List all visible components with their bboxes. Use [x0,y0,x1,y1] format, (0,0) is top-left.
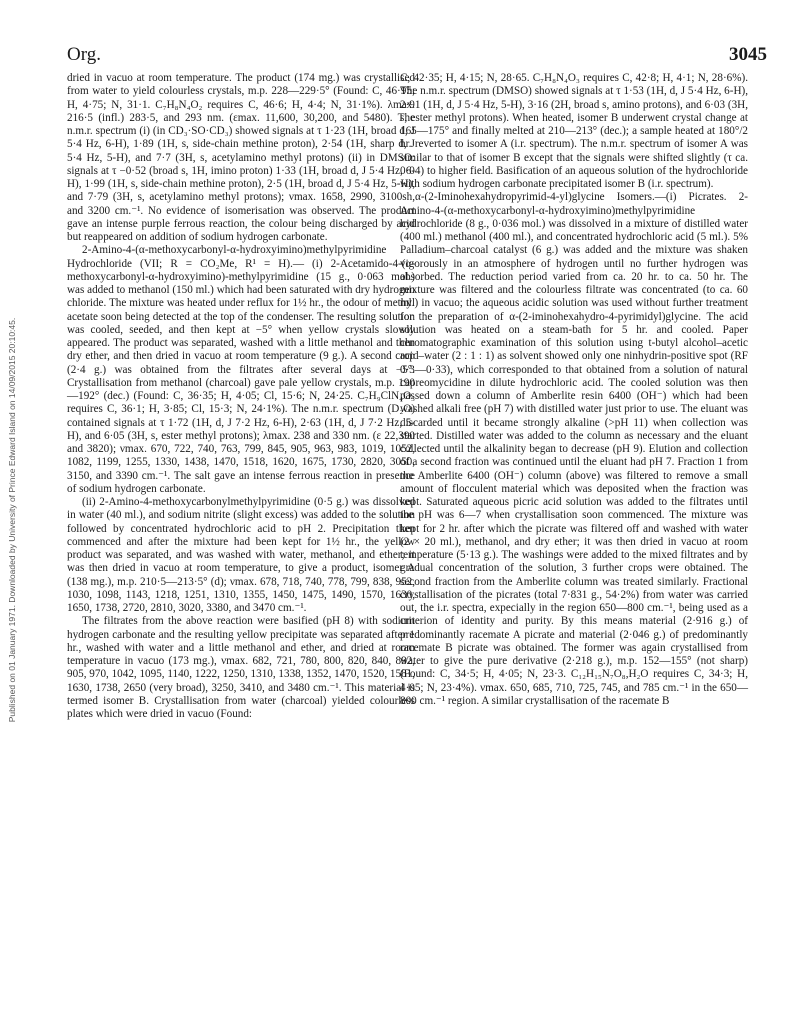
download-notice-text: Published on 01 January 1971. Downloaded by University of Prince Edward Island on 14/09/2015 20:10:45. [7,317,17,723]
paragraph: dried in vacuo at room temperature. The product (174 mg.) was crystallised from water to yield colourless crystals, m.p. 228—229·5° (Found: C, 46·95; H, 4·75; N, 31·1. C₇H₈N₄O₂ requires C, 46·6; H, 4·4; N, 31·1%). λmax. 216·5 (infl.) 283·5, and 293 nm. (εmax. 11,600, 30,200, and 5480). The n.m.r. spectrum (i) (in CD₃·SO·CD₃) showed signals at τ 1·23 (1H, broad d, J 5·4 Hz, 6-H), 1·89 (1H, s, side-chain methine proton), 2·54 (1H, sharp d, J 5·4 Hz, 5-H), and 7·7 (3H, s, acetylamino methyl protons) (ii) in DMSO: signals at τ −0·52 (broad s, 1H, imino proton) 1·33 (1H, broad d, J 5·4 Hz, 6-H), 1·99 (1H, s, side-chain methine proton), 2·5 (1H, broad d, J 5·4 Hz, 5-H), and 7·79 (3H, s, acetylamino methyl protons); νmax. 1658, 2990, 3100sh, and 3200 cm.⁻¹. No evidence of isomerisation was observed. The product gave an intense purple ferrous reaction, the colour being discharged by acid but reappeared on addition of sodium hydrogen carbonate. [67,72,415,243]
right-column [400,72,748,708]
paragraph: C, 42·35; H, 4·15; N, 28·65. C₇H₈N₄O₃ requires C, 42·8; H, 4·1; N, 28·6%). The n.m.r. spectrum (DMSO) showed signals at τ 1·53 (1H, d, J 5·4 Hz, 6-H), 2·91 (1H, d, J 5·4 Hz, 5-H), 3·16 (2H, broad s, amino protons), and 6·03 (3H, s, ester methyl protons). When heated, isomer B underwent crystal change at 165—175° and finally melted at 210—213° (dec.); a sample heated at 180°/2 hr. reverted to isomer A (i.r. spectrum). The n.m.r. spectrum of isomer A was similar to that of isomer B except that the signals were shifted slightly (τ ca. 0·04) to higher field. Basification of an aqueous solution of the hydrochloride with sodium hydrogen carbonate precipitated isomer B (i.r. spectrum). [400,72,748,190]
page-number: 3045 [729,44,767,65]
journal-section-title: Org. [67,44,101,65]
page-header [67,44,767,66]
paragraph: The filtrates from the above reaction were basified (pH 8) with sodium hydrogen carbonate and the resulting yellow precipitate was separated after 1 hr., washed with water and a little methanol and ether, and dried at room temperature in vacuo (173 mg.), νmax. 682, 721, 780, 800, 820, 840, 892, 905, 970, 1042, 1095, 1140, 1222, 1250, 1310, 1338, 1352, 1470, 1520, 1581, 1630, 1738, 2650 (very broad), 3250, 3410, and 3480 cm.⁻¹. This material is termed isomer B. Crystallisation from water (charcoal) yielded colourless plates which were dried in vacuo (Found: [67,615,415,720]
paragraph: (ii) 2-Amino-4-methoxycarbonylmethylpyrimidine (0·5 g.) was dissolved in water (40 ml.), and sodium nitrite (slight excess) was added to the solution followed by concentrated hydrochloric acid to pH 2. Precipitation then commenced and after the mixture had been kept for 1½ hr., the yellow product was separated, and was washed with water, methanol, and ether; it was then dried in vacuo at room temperature, to give a product, isomer A (138 mg.), m.p. 210·5—213·5° (d); νmax. 678, 718, 740, 778, 799, 838, 952, 1030, 1098, 1143, 1218, 1251, 1310, 1355, 1450, 1475, 1490, 1570, 1630, 1650, 1738, 2720, 2810, 3020, 3380, and 3470 cm.⁻¹. [67,496,415,614]
paragraph: α-(2-Iminohexahydropyrimid-4-yl)glycine Isomers.—(i) Picrates. 2-Amino-4-(α-methoxycarbonyl-α-hydroxyimino)methylpyrimidine hydrochloride (8 g., 0·036 mol.) was dissolved in a mixture of distilled water (400 ml.) methanol (400 ml.), and concentrated hydrochloric acid (5 ml.). 5% Palladium–charcoal catalyst (6 g.) was added and the mixture was shaken vigorously in an atmosphere of hydrogen until no further hydrogen was absorbed. The reduction period varied from ca. 20 hr. to ca. 50 hr. The mixture was filtered and the colourless filtrate was concentrated (to ca. 60 ml.) in vacuo; the aqueous acidic solution was used without further treatment for the preparation of α-(2-iminohexahydro-4-pyrimidyl)glycine. The acid solution was heated on a steam-bath for 5 hr. and cooled. Paper chromatographic examination of this solution using t-butyl alcohol–acetic acid–water (2 : 1 : 1) as solvent showed only one ninhydrin-positive spot (RF 0·3—0·33), which corresponded to that obtained from a solution of natural capreomycidine in dilute hydrochloric acid. The cooled solution was then passed down a column of Amberlite resin 6400 (OH⁻) which had been washed alkali free (pH 7) with distilled water just prior to use. The eluant was discarded until it became strongly alkaline (>pH 11) when collection was started. Distilled water was added to the column as necessary and the eluant collected until the alkalinity began to decrease (pH 9). Elution and collection of a second fraction was continued until the eluant had pH 7. Fraction 1 from the Amberlite 6400 (OH⁻) column (above) was filtered to remove a small amount of flocculent material which was deposited when the fraction was kept. Saturated aqueous picric acid solution was added to the filtrates until the pH was 6—7 when crystallisation soon commenced. The mixture was kept for 2 hr. after which the picrate was filtered off and washed with water (2 × 20 ml.), methanol, and dry ether; it was then dried in vacuo at room temperature (5·13 g.). The washings were added to the mixed filtrates and by gradual concentration of the solution, 3 further crops were obtained. The second fraction from the Amberlite column was treated similarly. Fractional crystallisation of the picrates (total 7·831 g., 54·2%) from water was carried out, the i.r. spectra, expecially in the region 650—800 cm.⁻¹, being used as a criterion of identity and purity. By this means material (2·916 g.) of predominantly racemate A picrate and material (2·046 g.) of predominantly racemate B picrate was obtained. The former was again crystallised from water to give the pure derivative (2·218 g.), m.p. 152—155° (not sharp) (Found: C, 34·5; H, 4·05; N, 23·3. C₁₂H₁₅N₇O₈,H₂O requires C, 34·3; H, 4·05; N, 23·4%). νmax. 650, 685, 710, 725, 745, and 785 cm.⁻¹ in the 650—800 cm.⁻¹ region. A similar crystallisation of the racemate B [400,191,748,707]
left-column [67,72,415,721]
paragraph: 2-Amino-4-(α-methoxycarbonyl-α-hydroxyimino)methylpyrimidine Hydrochloride (VII; R = CO₂Me, R¹ = H).— (i) 2-Acetamido-4-(α-methoxycarbonyl-α-hydroxyimino)-methylpyrimidine (15 g., 0·063 mol.) was added to methanol (150 ml.) which had been saturated with dry hydrogen chloride. The mixture was heated under reflux for 1½ hr., the odour of methyl acetate soon being detected at the top of the condenser. The resulting solution was cooled, seeded, and then kept at −5° when yellow crystals slowly appeared. The product was separated, washed with a little methanol and then dry ether, and then dried in vacuo at room temperature (9 g.). A second crop (2·4 g.) was obtained from the filtrates after several days at −5°. Crystallisation from methanol (charcoal) gave pale yellow crystals, m.p. 190—192° (dec.) (Found: C, 36·35; H, 4·05; Cl, 15·6; N, 24·25. C₇H₉ClN₄O₃ requires C, 36·1; H, 3·85; Cl, 15·3; N, 24·1%). The n.m.r. spectrum (D₂O) contained signals at τ 1·72 (1H, d, J 7·2 Hz, 6-H), 2·63 (1H, d, J 7·2 Hz, 5-H), and 6·05 (3H, s, ester methyl protons); λmax. 238 and 330 nm. (ε 22,390 and 3820); νmax. 670, 722, 740, 763, 799, 845, 905, 963, 983, 1019, 1052, 1082, 1199, 1255, 1330, 1438, 1470, 1518, 1620, 1675, 1730, 2820, 3050, 3150, and 3390 cm.⁻¹. The salt gave an intense ferrous reaction in presence of sodium hydrogen carbonate. [67,244,415,495]
